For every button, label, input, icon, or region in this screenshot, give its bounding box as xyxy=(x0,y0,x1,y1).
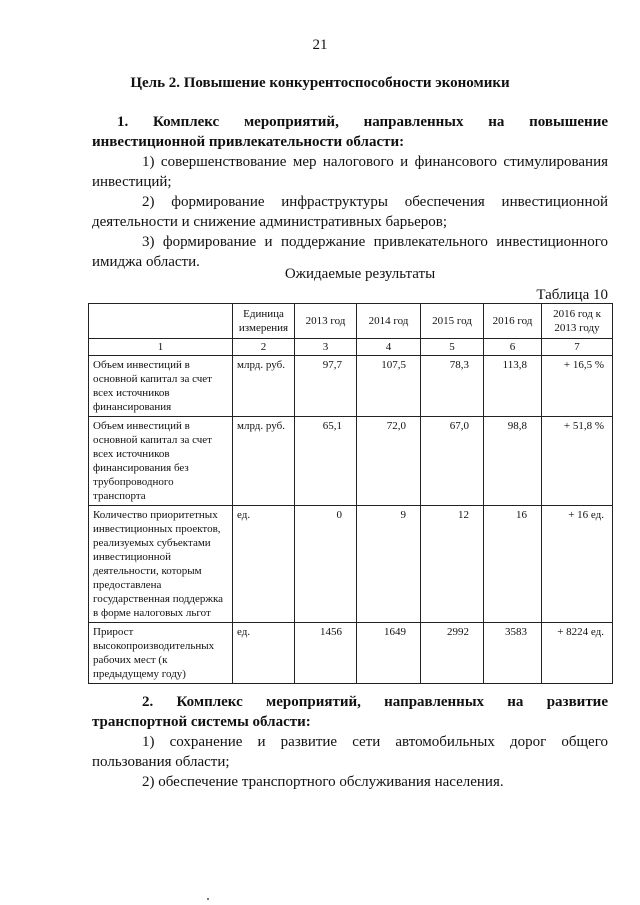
list-item: 1) сохранение и развитие сети автомобильных дорог общего пользования области; xyxy=(92,734,608,770)
results-table xyxy=(88,303,613,684)
section-investment xyxy=(92,112,608,272)
table-header-row xyxy=(89,304,613,339)
index-cell: 2 xyxy=(233,339,295,356)
change-cell: + 8224 ед. xyxy=(542,623,613,684)
header-cell: Единица измерения xyxy=(233,304,295,339)
page-number: 21 xyxy=(312,37,328,53)
table-index-row xyxy=(89,339,613,356)
indicator-cell: Объем инвестиций в основной капитал за счет всех источников финансирования xyxy=(89,356,233,417)
list-item: 1) совершенствование мер налогового и финансового стимулирования инвестиций; xyxy=(92,154,608,190)
unit-cell: млрд. руб. xyxy=(233,356,295,417)
list-item: 3) формирование и поддержание привлекательного инвестиционного имиджа области. xyxy=(92,234,608,270)
unit-cell: млрд. руб. xyxy=(233,417,295,506)
indicator-cell: Объем инвестиций в основной капитал за счет всех источников финансирования без трубопроводного транспорта xyxy=(89,417,233,506)
value-cell: 3583 xyxy=(484,623,542,684)
header-cell xyxy=(89,304,233,339)
list-item: 2) обеспечение транспортного обслуживания населения. xyxy=(142,774,504,790)
index-cell: 3 xyxy=(295,339,357,356)
change-cell: + 16,5 % xyxy=(542,356,613,417)
value-cell: 12 xyxy=(421,506,484,623)
change-cell: + 51,8 % xyxy=(542,417,613,506)
unit-cell: ед. xyxy=(233,623,295,684)
goal-title: Цель 2. Повышение конкурентоспособности экономики xyxy=(130,75,510,91)
indicator-cell: Количество приоритетных инвестиционных проектов, реализуемых субъектами инвестиционной деятельности, которым предоставлена государственная поддержка в форме налоговых льгот xyxy=(89,506,233,623)
value-cell: 72,0 xyxy=(357,417,421,506)
value-cell: 1456 xyxy=(295,623,357,684)
value-cell: 97,7 xyxy=(295,356,357,417)
table-caption: Ожидаемые результаты xyxy=(284,266,436,282)
change-cell: + 16 ед. xyxy=(542,506,613,623)
value-cell: 16 xyxy=(484,506,542,623)
value-cell: 67,0 xyxy=(421,417,484,506)
list-item: 2) формирование инфраструктуры обеспечения инвестиционной деятельности и снижение административных барьеров; xyxy=(92,194,608,230)
header-cell: 2016 год xyxy=(484,304,542,339)
value-cell: 98,8 xyxy=(484,417,542,506)
section-heading: 1. Комплекс мероприятий, направленных на повышение инвестиционной привлекательности области: xyxy=(92,114,608,150)
header-cell: 2015 год xyxy=(421,304,484,339)
scan-speck xyxy=(207,898,209,900)
index-cell: 7 xyxy=(542,339,613,356)
value-cell: 107,5 xyxy=(357,356,421,417)
value-cell: 0 xyxy=(295,506,357,623)
table-number: Таблица 10 xyxy=(536,287,608,303)
header-cell: 2014 год xyxy=(357,304,421,339)
table-row xyxy=(89,506,613,623)
index-cell: 4 xyxy=(357,339,421,356)
unit-cell: ед. xyxy=(233,506,295,623)
section-heading: 2. Комплекс мероприятий, направленных на развитие транспортной системы области: xyxy=(92,694,608,730)
indicator-cell: Прирост высокопроизводительных рабочих мест (к предыдущему году) xyxy=(89,623,233,684)
value-cell: 78,3 xyxy=(421,356,484,417)
value-cell: 2992 xyxy=(421,623,484,684)
value-cell: 113,8 xyxy=(484,356,542,417)
index-cell: 6 xyxy=(484,339,542,356)
header-cell: 2016 год к 2013 году xyxy=(542,304,613,339)
section-transport xyxy=(92,692,608,792)
table-row xyxy=(89,623,613,684)
index-cell: 1 xyxy=(89,339,233,356)
value-cell: 9 xyxy=(357,506,421,623)
table-row xyxy=(89,356,613,417)
value-cell: 1649 xyxy=(357,623,421,684)
value-cell: 65,1 xyxy=(295,417,357,506)
header-cell: 2013 год xyxy=(295,304,357,339)
index-cell: 5 xyxy=(421,339,484,356)
table-row xyxy=(89,417,613,506)
